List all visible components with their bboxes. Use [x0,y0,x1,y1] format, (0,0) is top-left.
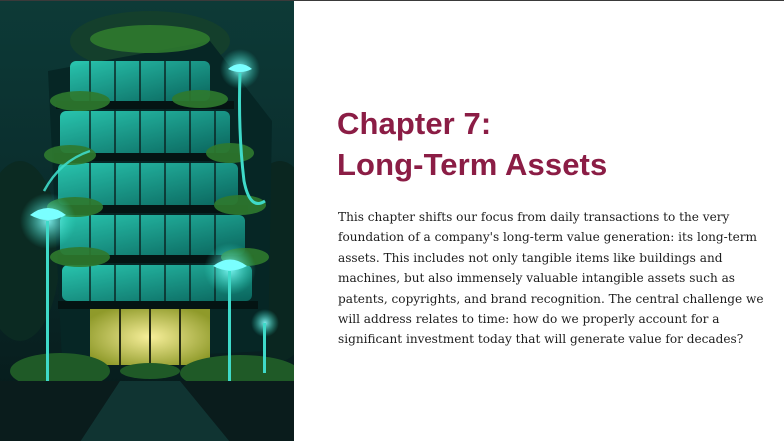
text-panel [294,1,784,441]
title-line-2: Long-Term Assets [337,147,608,182]
title-line-1: Chapter 7: [337,106,492,141]
eco-building-illustration [0,1,294,441]
slide-title [337,103,607,185]
slide-body-text: This chapter shifts our focus from daily transactions to the very foundation of a company's long-term value generation: its long-term assets. This includes not only tangible items like buildings and machines, but also immensely valuable intangible assets such as patents, copyrights, and brand recognition. The central challenge we will address relates to time: how do we properly account for a significant investment today that will generate value for decades? [338,210,764,347]
hero-image [0,1,294,441]
